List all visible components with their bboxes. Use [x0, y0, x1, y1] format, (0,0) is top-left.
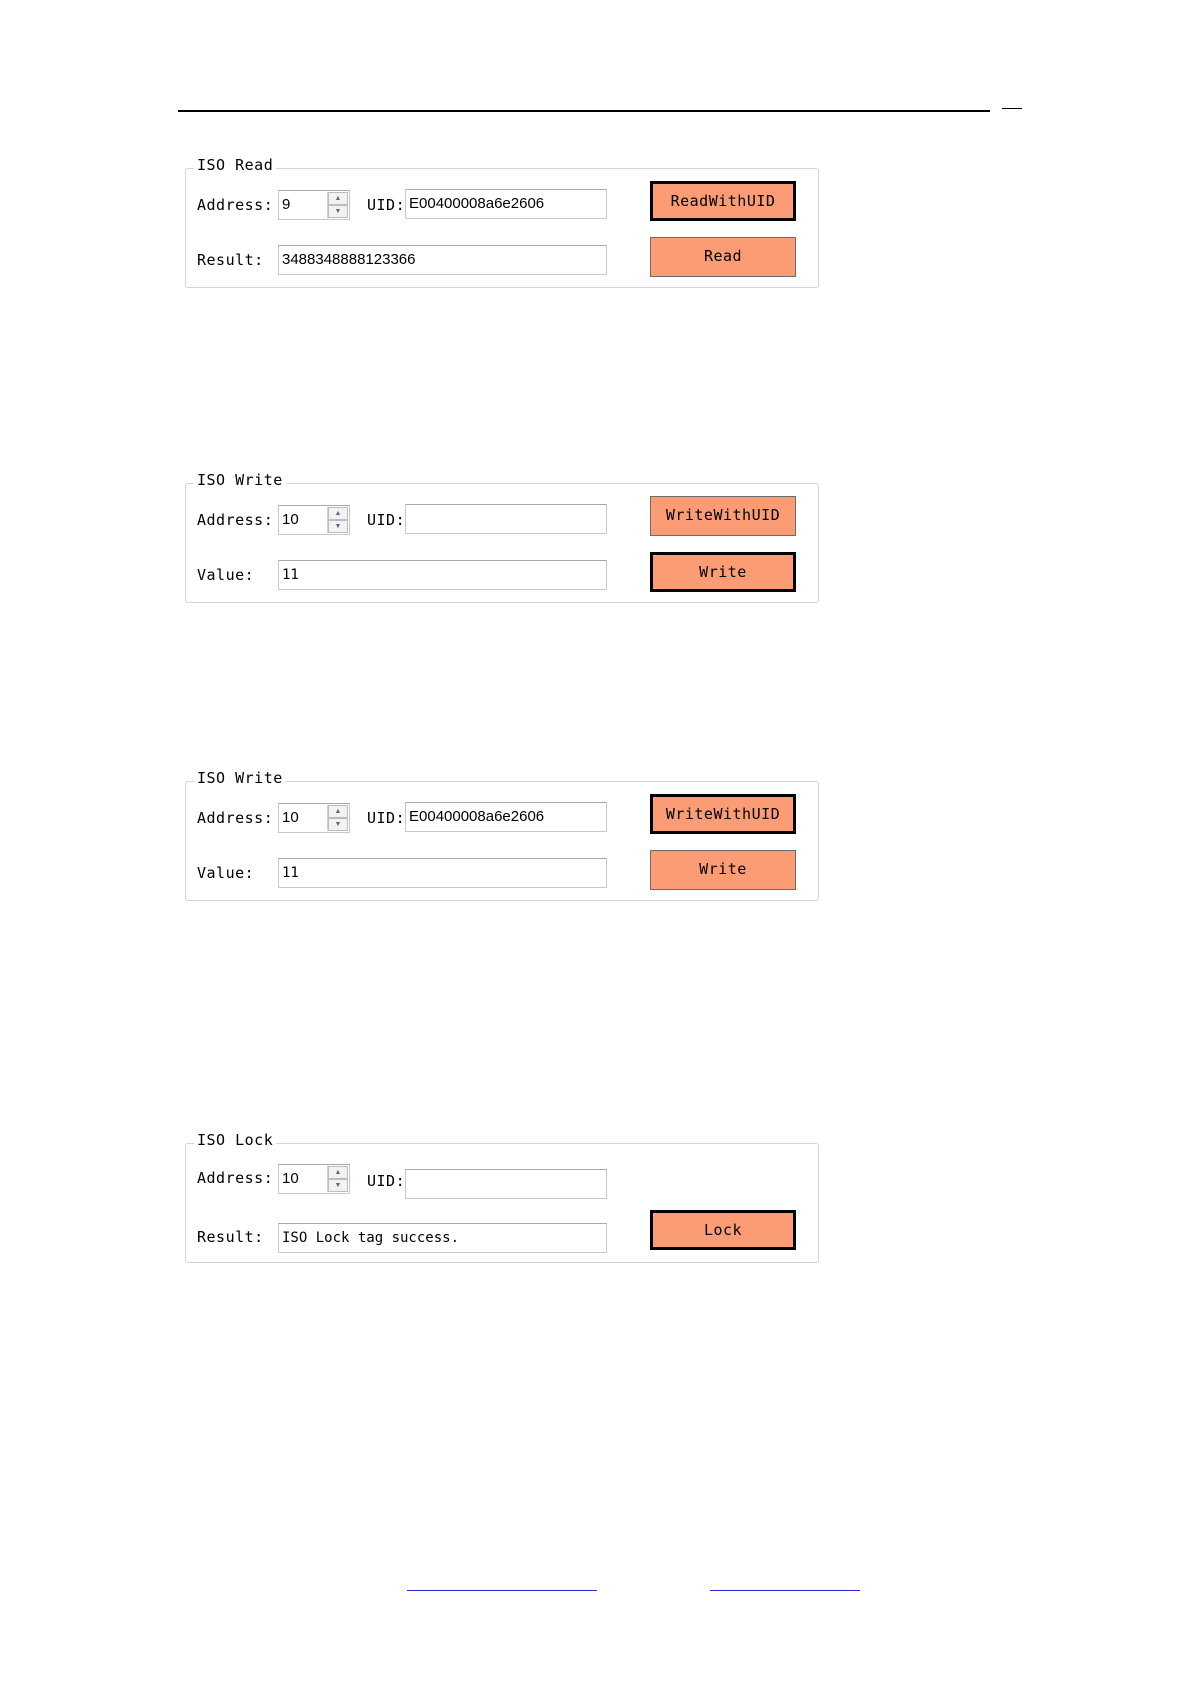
uid-input[interactable] [405, 1169, 607, 1199]
write-with-uid-button[interactable]: WriteWithUID [650, 794, 796, 834]
address-label: Address: [197, 809, 274, 827]
uid-label: UID: [367, 511, 406, 529]
value-label: Value: [197, 864, 255, 882]
address-value: 10 [282, 511, 299, 528]
iso-write-panel [185, 471, 819, 603]
footer-link-left[interactable] [407, 1590, 597, 1591]
panel-legend: ISO Write [194, 471, 286, 489]
write-button[interactable]: Write [650, 552, 796, 592]
spin-down-arrow-icon[interactable]: ▼ [328, 818, 348, 831]
address-value: 10 [282, 809, 299, 826]
read-button[interactable]: Read [650, 237, 796, 277]
value-label: Value: [197, 566, 255, 584]
address-spinner[interactable] [278, 1164, 350, 1194]
panel-legend: ISO Write [194, 769, 286, 787]
address-spinner[interactable] [278, 803, 350, 833]
address-label: Address: [197, 1169, 274, 1187]
uid-input[interactable]: E00400008a6e2606 [405, 802, 607, 832]
write-with-uid-button[interactable]: WriteWithUID [650, 496, 796, 536]
spin-down-arrow-icon[interactable]: ▼ [328, 205, 348, 218]
read-with-uid-button[interactable]: ReadWithUID [650, 181, 796, 221]
address-value: 9 [282, 196, 291, 213]
result-field[interactable]: ISO Lock tag success. [278, 1223, 607, 1253]
uid-input[interactable]: E00400008a6e2606 [405, 189, 607, 219]
spin-up-arrow-icon[interactable]: ▲ [328, 507, 348, 520]
footer-link-right[interactable] [710, 1590, 860, 1591]
uid-label: UID: [367, 809, 406, 827]
spin-down-arrow-icon[interactable]: ▼ [328, 1179, 348, 1192]
address-spinner[interactable] [278, 190, 350, 220]
spin-up-arrow-icon[interactable]: ▲ [328, 192, 348, 205]
lock-button[interactable]: Lock [650, 1210, 796, 1250]
result-label: Result: [197, 1228, 264, 1246]
spinner-buttons [327, 1166, 348, 1192]
spin-up-arrow-icon[interactable]: ▲ [328, 805, 348, 818]
header-page-marker [1002, 108, 1022, 109]
address-spinner[interactable] [278, 505, 350, 535]
panel-legend: ISO Read [194, 156, 276, 174]
address-value: 10 [282, 1170, 299, 1187]
spinner-buttons [327, 507, 348, 533]
header-rule [178, 110, 990, 112]
iso-read-panel [185, 156, 819, 288]
uid-label: UID: [367, 1172, 406, 1190]
spinner-buttons [327, 805, 348, 831]
result-field[interactable]: 3488348888123366 [278, 245, 607, 275]
value-input[interactable]: 11 [278, 560, 607, 590]
spinner-buttons [327, 192, 348, 218]
iso-lock-panel [185, 1131, 819, 1263]
uid-input[interactable] [405, 504, 607, 534]
spin-down-arrow-icon[interactable]: ▼ [328, 520, 348, 533]
panel-legend: ISO Lock [194, 1131, 276, 1149]
address-label: Address: [197, 511, 274, 529]
result-label: Result: [197, 251, 264, 269]
spin-up-arrow-icon[interactable]: ▲ [328, 1166, 348, 1179]
iso-write-uid-panel [185, 769, 819, 901]
value-input[interactable]: 11 [278, 858, 607, 888]
address-label: Address: [197, 196, 274, 214]
write-button[interactable]: Write [650, 850, 796, 890]
uid-label: UID: [367, 196, 406, 214]
